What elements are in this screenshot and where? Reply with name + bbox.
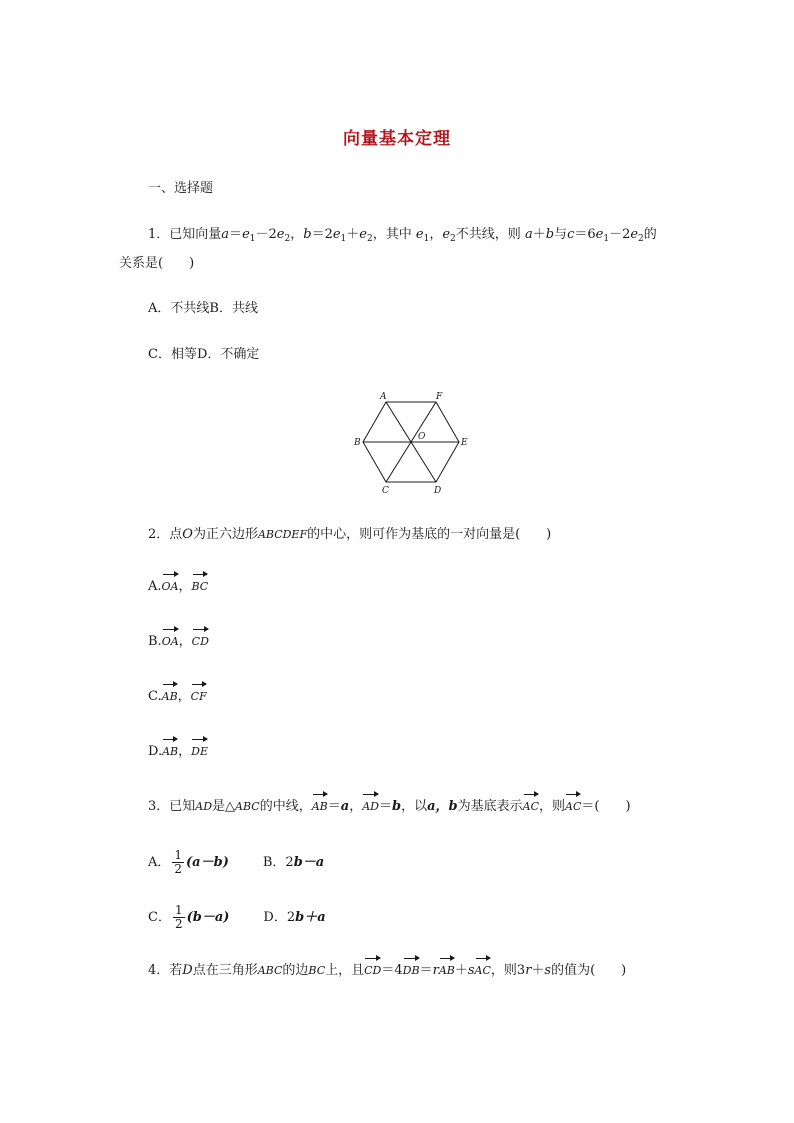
section-heading: 一、选择题	[148, 181, 214, 196]
question-3: 3．已知AD是△ABC的中线，AB＝a，AD＝b，以a，b为基底表示AC，则AC＝( )	[148, 799, 631, 814]
page-title: 向量基本定理	[343, 129, 451, 149]
question-3-options-cd: C． $\frac{1}{2}$ (b－a) D．2b＋a	[148, 903, 326, 931]
question-2-option-d: D.AB，DE	[148, 744, 208, 759]
label-f: F	[436, 392, 443, 402]
label-c: C	[382, 486, 389, 496]
question-1-options-cd: C．相等D．不确定	[148, 347, 260, 362]
fraction-half-c: $\frac{1}{2}$	[174, 903, 183, 931]
question-3-options-ab: A． $\frac{1}{2}$ (a－b) B．2b－a	[148, 848, 325, 876]
hexagon-figure	[346, 386, 476, 502]
label-b: B	[354, 438, 361, 448]
question-2-option-b: B.OA，CD	[148, 634, 209, 649]
question-2-option-a: A.OA，BC	[148, 579, 209, 594]
label-d: D	[434, 486, 442, 496]
question-2-option-c: C.AB，CF	[148, 689, 207, 704]
question-1-options-ab: A．不共线B．共线	[148, 301, 258, 316]
label-o: O	[418, 432, 426, 442]
label-a: A	[380, 392, 387, 402]
question-2: 2．点O为正六边形ABCDEF的中心，则可作为基底的一对向量是( )	[148, 527, 552, 542]
question-1: 1．已知向量$a=e_1-2e_2$，$b=2e_1+e_2$，其中 $e_1$，$e_2$不共线，则 a＋b与$c=6e_1-2e_2$的	[148, 227, 657, 244]
label-e: E	[461, 438, 468, 448]
question-4: 4．若D点在三角形ABC的边BC上，且CD＝4DB＝rAB＋sAC，则3r＋s的值为( )	[148, 963, 627, 978]
fraction-half-a: $\frac{1}{2}$	[174, 848, 183, 876]
question-1-line2: 关系是( )	[119, 256, 195, 271]
